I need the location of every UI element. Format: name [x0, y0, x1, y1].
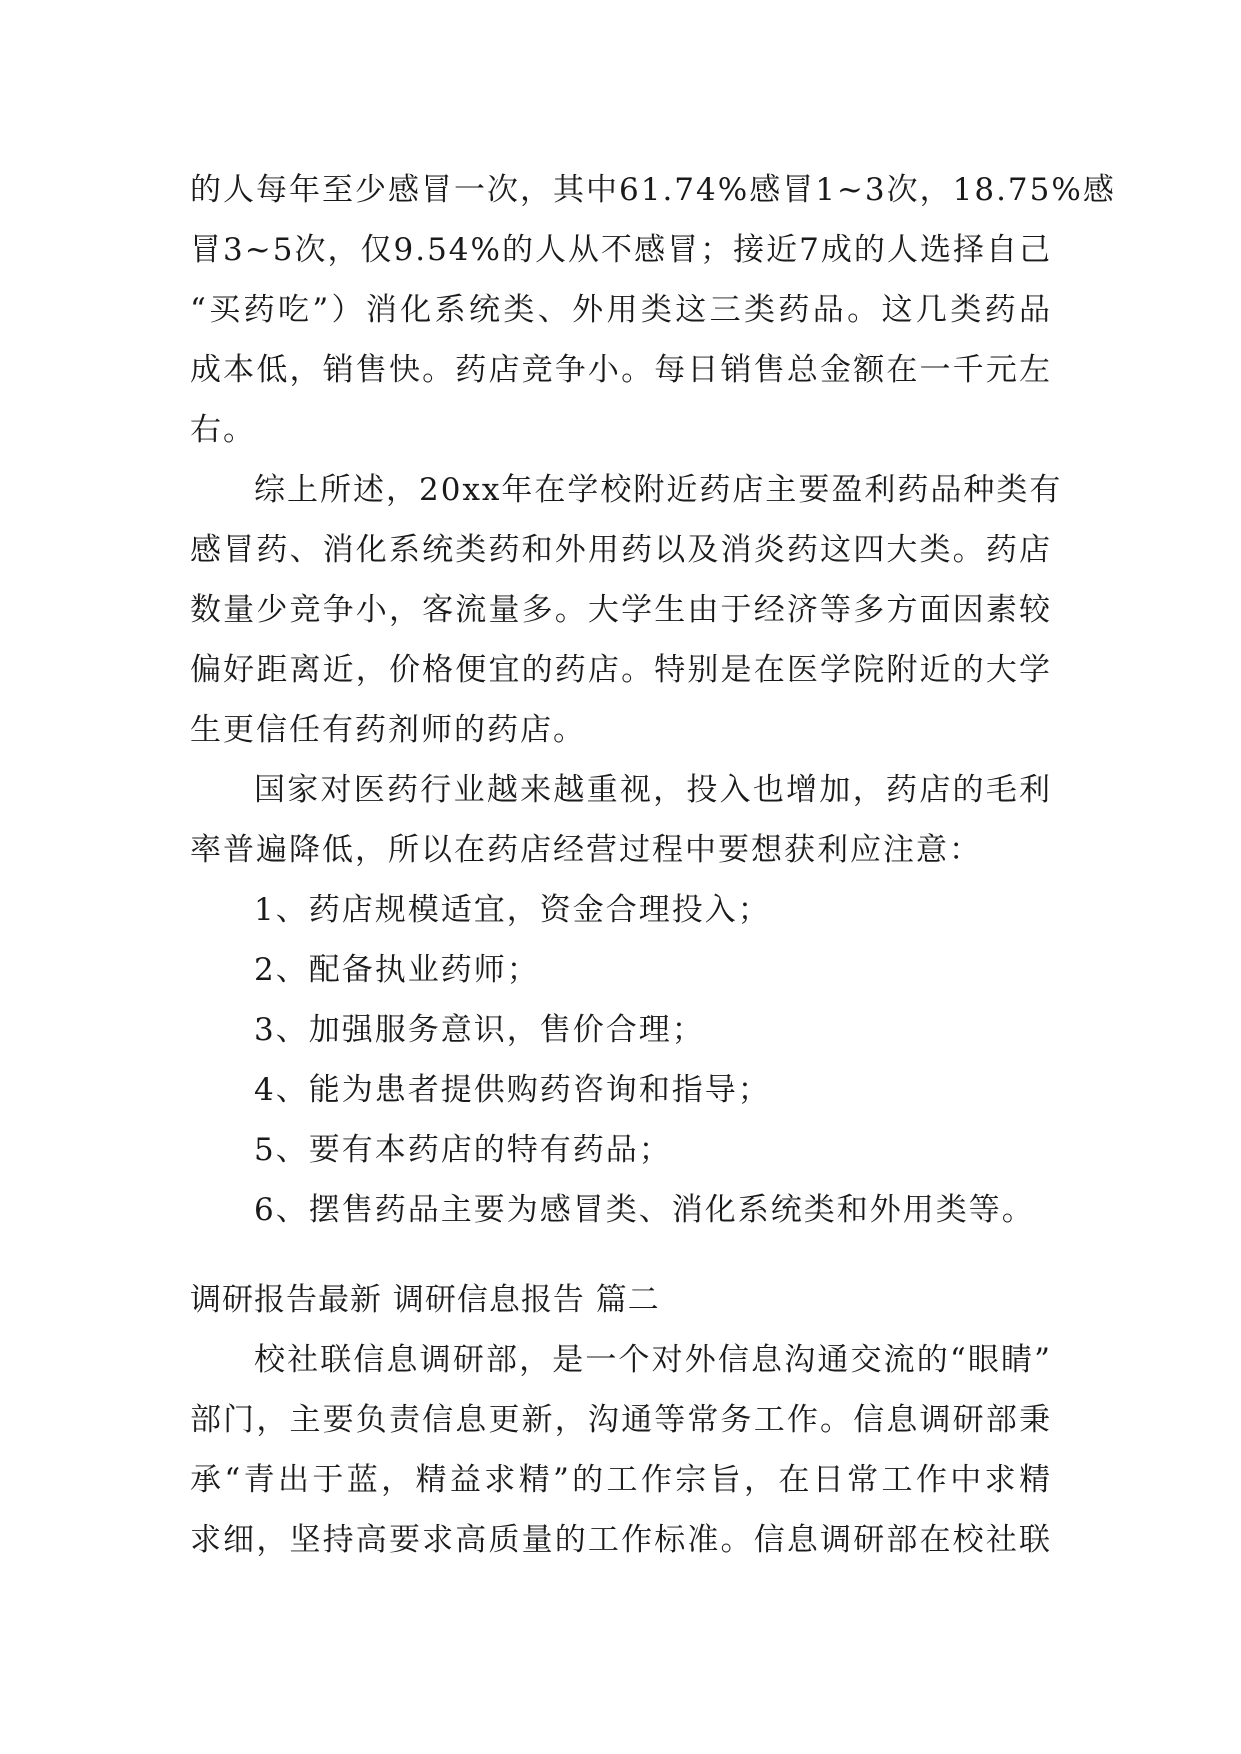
paragraph [190, 160, 1116, 460]
paragraph-line: 率普遍降低，所以在药店经营过程中要想获利应注意： [190, 832, 982, 868]
paragraph [190, 760, 1052, 880]
paragraph-line: 国家对医药行业越来越重视，投入也增加，药店的毛利 [254, 772, 1052, 808]
paragraph-line: 的人每年至少感冒一次，其中61.74%感冒1~3次，18.75%感 [190, 172, 1116, 208]
paragraph-line: 感冒药、消化系统类药和外用药以及消炎药这四大类。药店 [190, 532, 1052, 568]
paragraph-line: 冒3~5次，仅9.54%的人从不感冒；接近7成的人选择自己 [190, 232, 1052, 268]
paragraph [190, 1330, 1052, 1570]
paragraph-line: 右。 [190, 412, 256, 448]
document-body [190, 160, 1116, 1570]
paragraph-line: 数量少竞争小，客流量多。大学生由于经济等多方面因素较 [190, 592, 1052, 628]
paragraph-line: 综上所述，20xx年在学校附近药店主要盈利药品种类有 [254, 472, 1063, 508]
list-item: 6、摆售药品主要为感冒类、消化系统类和外用类等。 [254, 1192, 1035, 1228]
paragraph-line: 成本低，销售快。药店竞争小。每日销售总金额在一千元左 [190, 352, 1052, 388]
paragraph-line: 承“青出于蓝，精益求精”的工作宗旨，在日常工作中求精 [190, 1462, 1052, 1498]
list-item: 1、药店规模适宜，资金合理投入； [254, 892, 771, 928]
list-item: 3、加强服务意识，售价合理； [254, 1012, 705, 1048]
paragraph-line: 校社联信息调研部，是一个对外信息沟通交流的“眼睛” [254, 1342, 1052, 1378]
section-spacer [190, 1240, 1052, 1270]
paragraph-line: 部门，主要负责信息更新，沟通等常务工作。信息调研部秉 [190, 1402, 1052, 1438]
paragraph-line: 偏好距离近，价格便宜的药店。特别是在医学院附近的大学 [190, 652, 1052, 688]
paragraph-line: 生更信任有药剂师的药店。 [190, 712, 586, 748]
list-item: 5、要有本药店的特有药品； [254, 1132, 672, 1168]
numbered-list [190, 880, 1052, 1240]
paragraph-line: “买药吃”）消化系统类、外用类这三类药品。这几类药品 [190, 292, 1052, 328]
paragraph-line: 求细，坚持高要求高质量的工作标准。信息调研部在校社联 [190, 1522, 1052, 1558]
list-item: 4、能为患者提供购药咨询和指导； [254, 1072, 771, 1108]
list-item: 2、配备执业药师； [254, 952, 540, 988]
paragraph [190, 460, 1063, 760]
section-heading: 调研报告最新 调研信息报告 篇二 [190, 1282, 660, 1318]
